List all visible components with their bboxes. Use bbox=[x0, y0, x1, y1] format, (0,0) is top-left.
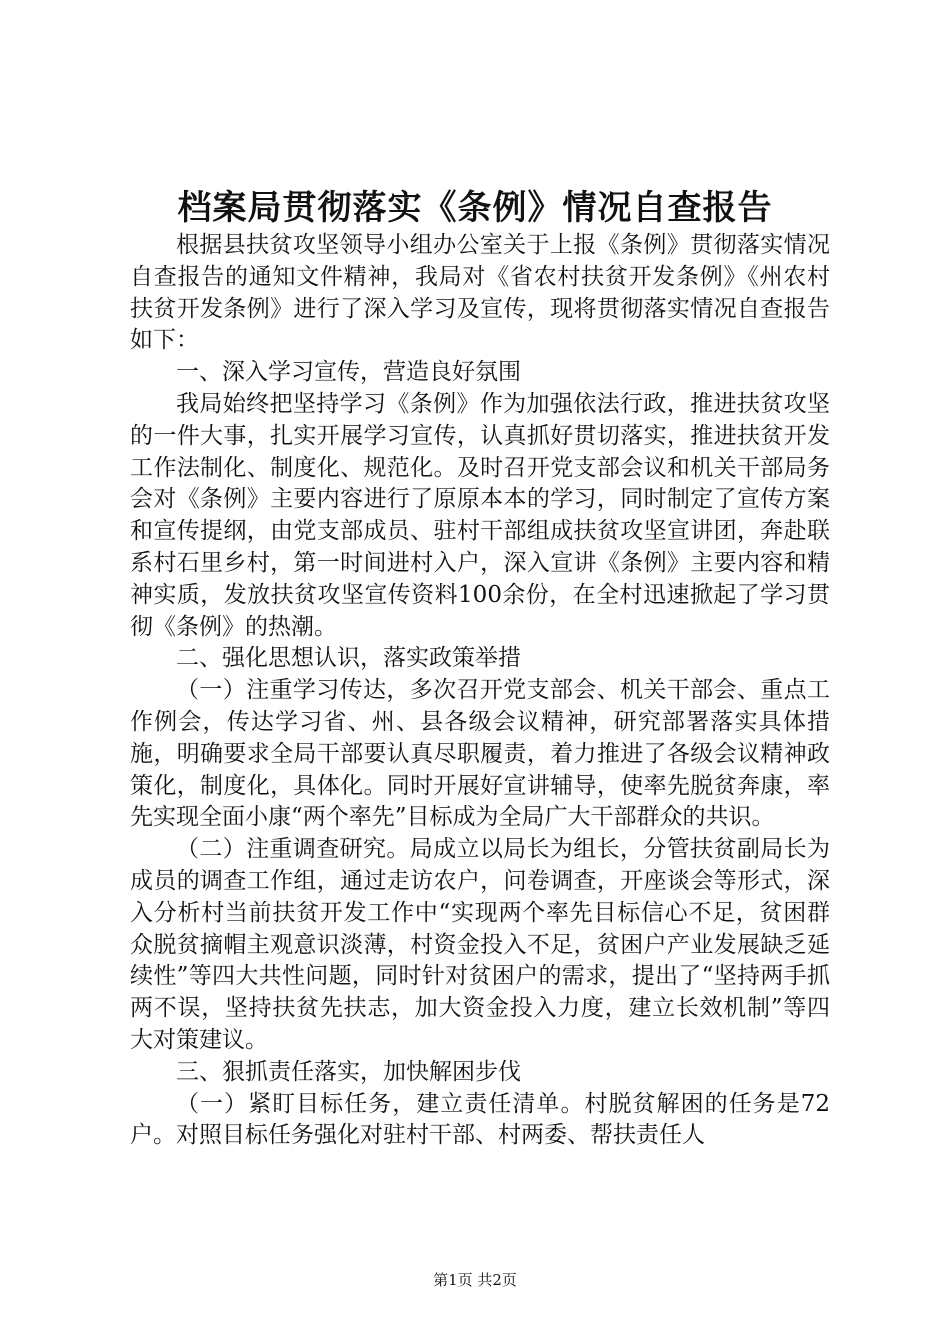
section-heading-2: 二、强化思想认识，落实政策举措 bbox=[176, 645, 521, 672]
section-heading-1: 一、深入学习宣传，营造良好氛围 bbox=[176, 359, 521, 386]
paragraph-section-3-item-1: （一）紧盯目标任务，建立责任清单。村脱贫解困的任务是72户。对照目标任务强化对驻村干部、村两委、帮扶责任人 bbox=[130, 1090, 830, 1149]
page-footer: 第1页 共2页 bbox=[433, 1271, 517, 1289]
paragraph-section-1: 我局始终把坚持学习《条例》作为加强依法行政，推进扶贫攻坚的一件大事，扎实开展学习宣传，认真抓好贯切落实，推进扶贫开发工作法制化、制度化、规范化。及时召开党支部会议和机关干部局务会对《条例》主要内容进行了原原本本的学习，同时制定了宣传方案和宣传提纲，由党支部成员、驻村干部组成扶贫攻坚宣讲团，奔赴联系村石里乡村，第一时间进村入户，深入宣讲《条例》主要内容和精神实质，发放扶贫攻坚宣传资料100余份，在全村迅速掀起了学习贯彻《条例》的热潮。 bbox=[130, 390, 830, 640]
section-heading-3: 三、狠抓责任落实，加快解困步伐 bbox=[176, 1058, 521, 1085]
paragraph-section-2-item-2: （二）注重调查研究。局成立以局长为组长，分管扶贫副局长为成员的调查工作组，通过走访农户，问卷调查，开座谈会等形式，深入分析村当前扶贫开发工作中“实现两个率先目标信心不足，贫困群众脱贫摘帽主观意识淡薄，村资金投入不足，贫困户产业发展缺乏延续性”等四大共性问题，同时针对贫困户的需求，提出了“坚持两手抓两不误，坚持扶贫先扶志，加大资金投入力度，建立长效机制”等四大对策建议。 bbox=[130, 836, 830, 1053]
document-title: 档案局贯彻落实《条例》情况自查报告 bbox=[177, 188, 773, 228]
document-body bbox=[130, 230, 830, 1152]
paragraph-section-2-item-1: （一）注重学习传达，多次召开党支部会、机关干部会、重点工作例会，传达学习省、州、县各级会议精神，研究部署落实具体措施，明确要求全局干部要认真尽职履责，着力推进了各级会议精神政策化，制度化，具体化。同时开展好宣讲辅导，使率先脱贫奔康，率先实现全面小康“两个率先”目标成为全局广大干部群众的共识。 bbox=[130, 677, 830, 831]
paragraph-intro: 根据县扶贫攻坚领导小组办公室关于上报《条例》贯彻落实情况自查报告的通知文件精神，我局对《省农村扶贫开发条例》《州农村扶贫开发条例》进行了深入学习及宣传，现将贯彻落实情况自查报告如下： bbox=[130, 232, 830, 354]
